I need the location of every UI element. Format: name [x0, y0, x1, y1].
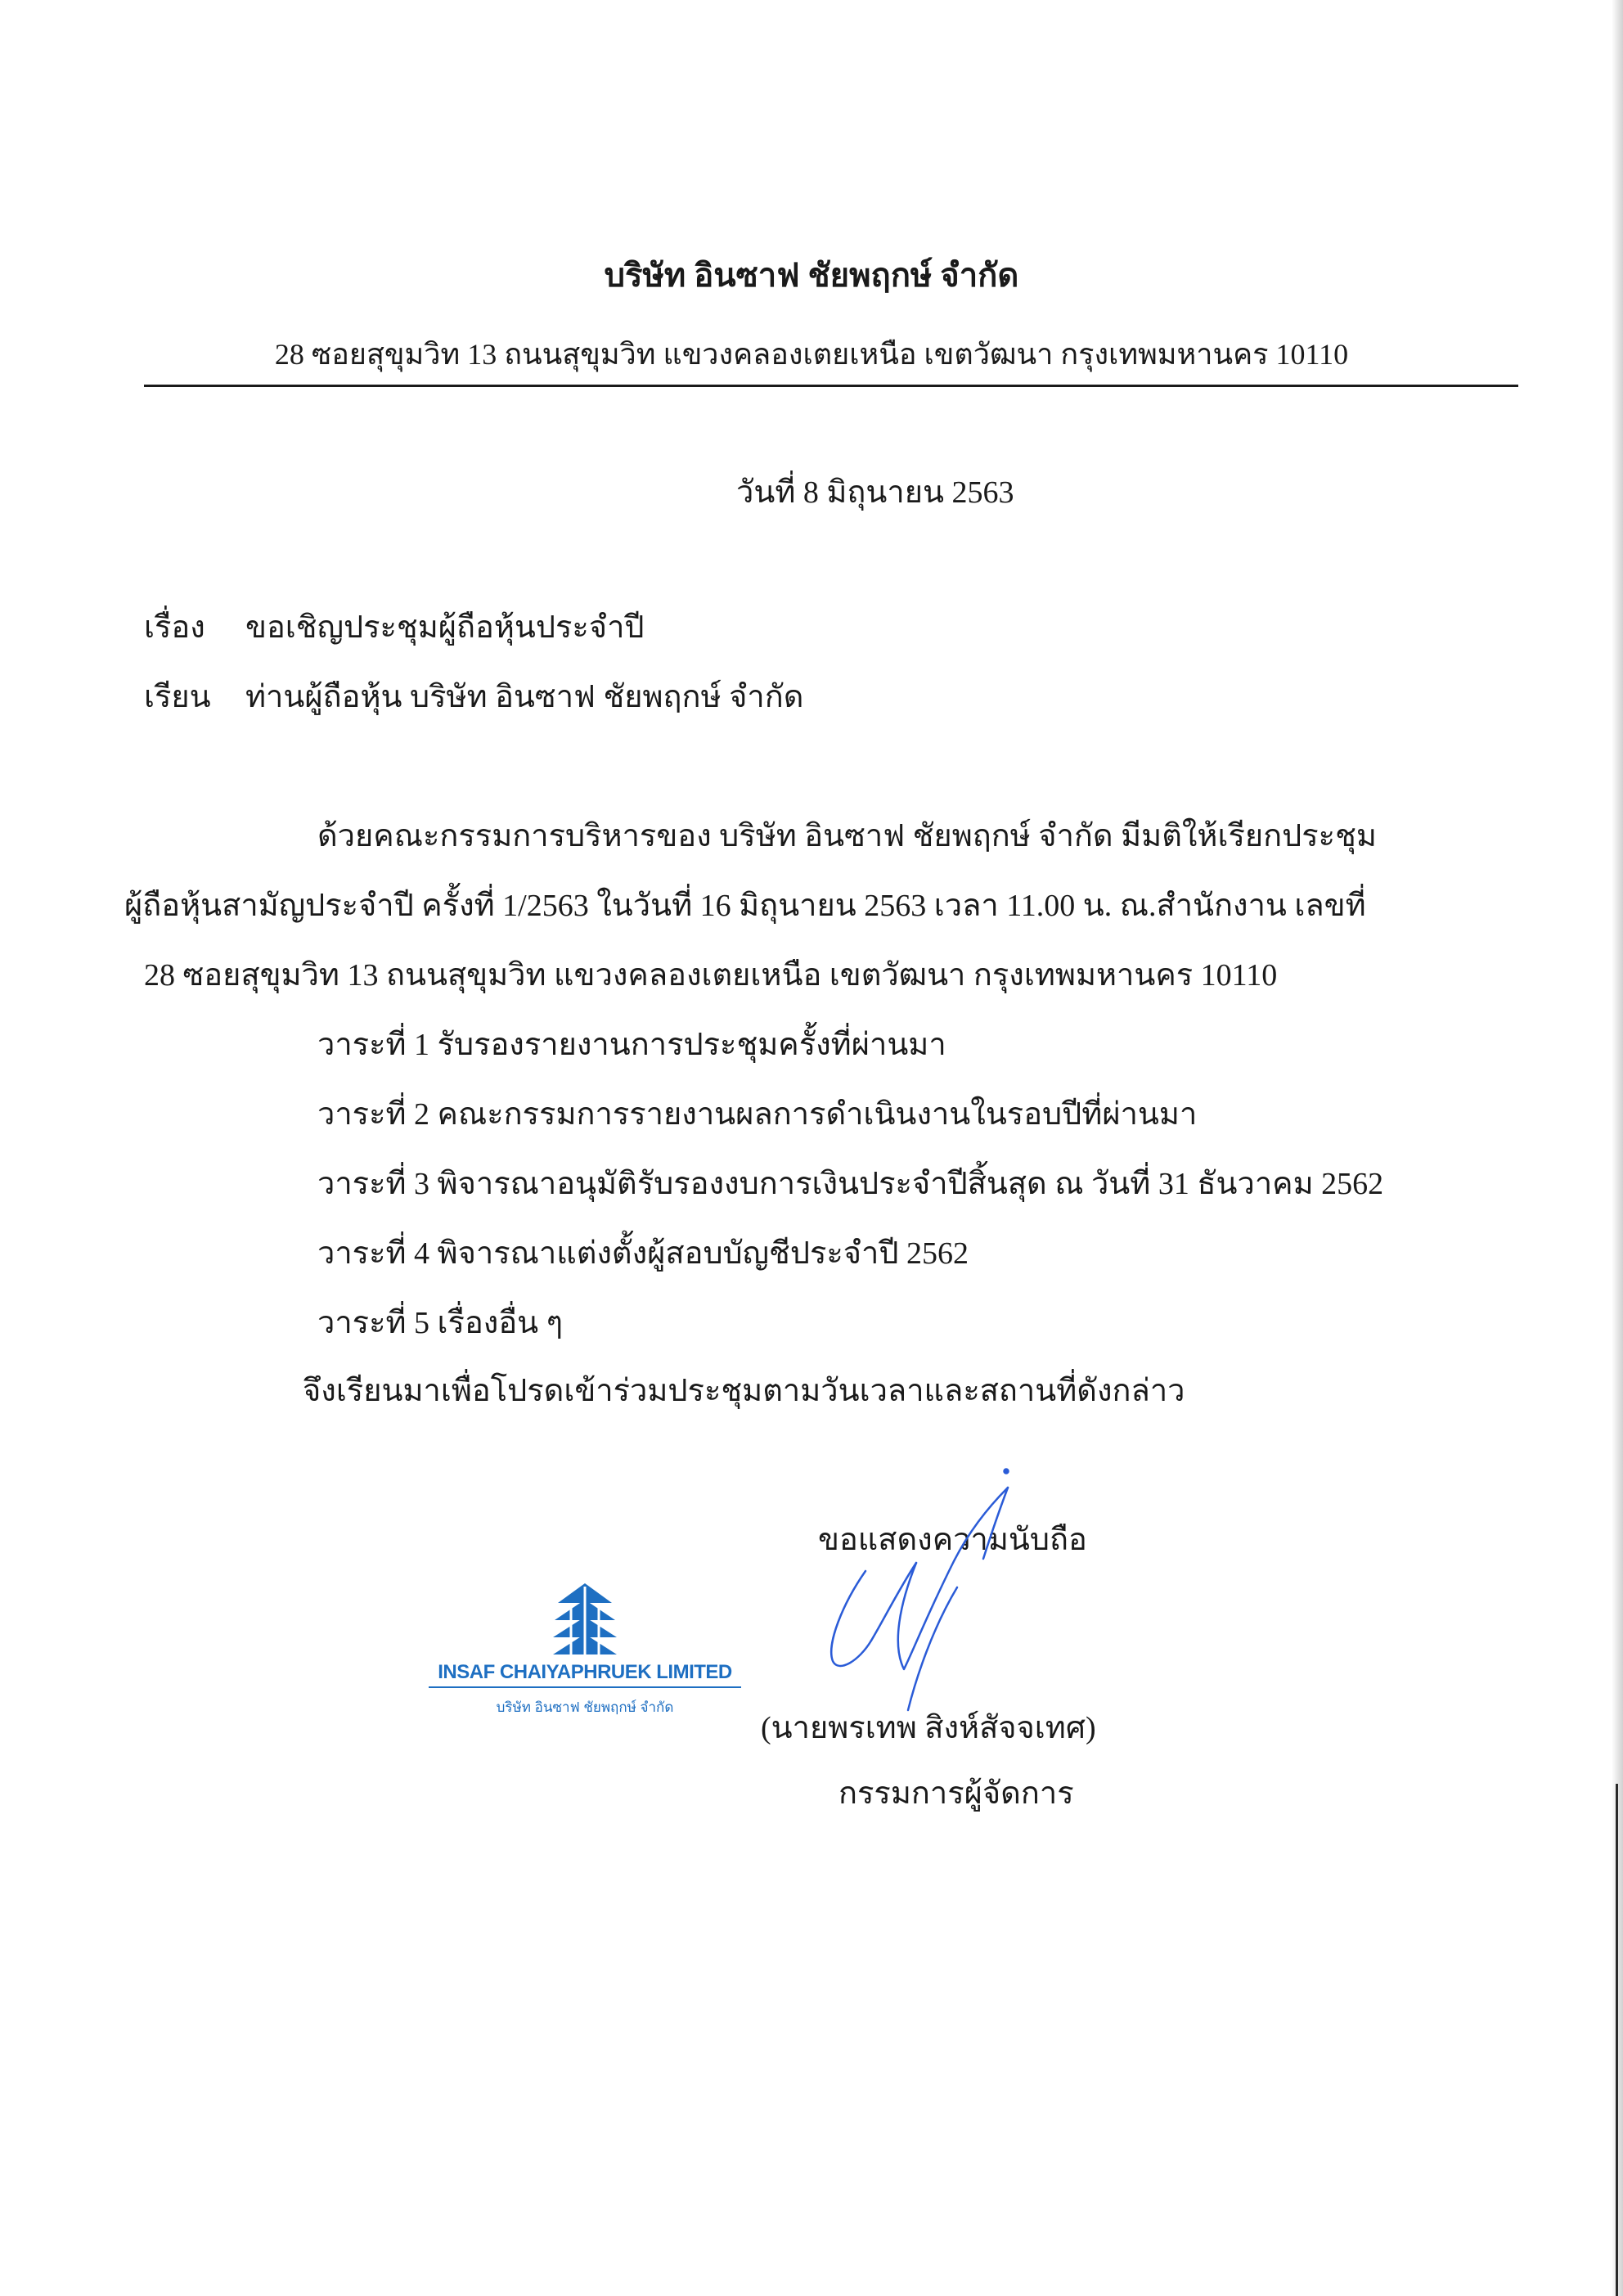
- building-logo-icon: [425, 1575, 744, 1665]
- agenda-item: วาระที่ 2 คณะกรรมการรายงานผลการดำเนินงานในรอบปีที่ผ่านมา: [317, 1097, 1198, 1132]
- company-name: บริษัท อินซาฟ ชัยพฤกษ์ จำกัด: [604, 257, 1019, 294]
- logo-text-english: INSAF CHAIYAPHRUEK LIMITED: [438, 1661, 732, 1683]
- header-divider: [144, 385, 1518, 387]
- closing-sentence: จึงเรียนมาเพื่อโปรดเข้าร่วมประชุมตามวันเวลาและสถานที่ดังกล่าว: [303, 1374, 1185, 1408]
- body-paragraph-line: ด้วยคณะกรรมการบริหารของ บริษัท อินซาฟ ชัยพฤกษ์ จำกัด มีมติให้เรียกประชุม: [317, 819, 1377, 853]
- signer-title: กรรมการผู้จัดการ: [838, 1776, 1074, 1811]
- logo-text-thai: บริษัท อินซาฟ ชัยพฤกษ์ จำกัด: [496, 1699, 674, 1715]
- recipient-label: เรียน: [144, 680, 211, 714]
- company-address: 28 ซอยสุขุมวิท 13 ถนนสุขุมวิท แขวงคลองเตยเหนือ เขตวัฒนา กรุงเทพมหานคร 10110: [274, 338, 1349, 371]
- agenda-item: วาระที่ 1 รับรองรายงานการประชุมครั้งที่ผ่านมา: [317, 1028, 946, 1062]
- signer-name: (นายพรเทพ สิงห์สัจจเทศ): [761, 1711, 1096, 1745]
- subject-label: เรื่อง: [144, 610, 205, 645]
- letter-date: วันที่ 8 มิถุนายน 2563: [736, 475, 1014, 510]
- subject-text: ขอเชิญประชุมผู้ถือหุ้นประจำปี: [245, 610, 645, 645]
- complimentary-close: ขอแสดงความนับถือ: [818, 1523, 1087, 1557]
- agenda-item: วาระที่ 5 เรื่องอื่น ๆ: [317, 1306, 564, 1340]
- body-paragraph-line: ผู้ถือหุ้นสามัญประจำปี ครั้งที่ 1/2563 ในวันที่ 16 มิถุนายน 2563 เวลา 11.00 น. ณ.สำนักงาน เลขที่: [124, 889, 1366, 923]
- agenda-item: วาระที่ 3 พิจารณาอนุมัติรับรองงบการเงินประจำปีสิ้นสุด ณ วันที่ 31 ธันวาคม 2562: [317, 1167, 1384, 1201]
- recipient-text: ท่านผู้ถือหุ้น บริษัท อินซาฟ ชัยพฤกษ์ จำกัด: [245, 680, 804, 714]
- logo-underline: [429, 1686, 741, 1688]
- body-paragraph-line: 28 ซอยสุขุมวิท 13 ถนนสุขุมวิท แขวงคลองเตยเหนือ เขตวัฒนา กรุงเทพมหานคร 10110: [144, 958, 1278, 993]
- agenda-item: วาระที่ 4 พิจารณาแต่งตั้งผู้สอบบัญชีประจำปี 2562: [317, 1236, 969, 1271]
- scan-edge-line: [1616, 1784, 1618, 2296]
- company-logo: [425, 1575, 744, 1731]
